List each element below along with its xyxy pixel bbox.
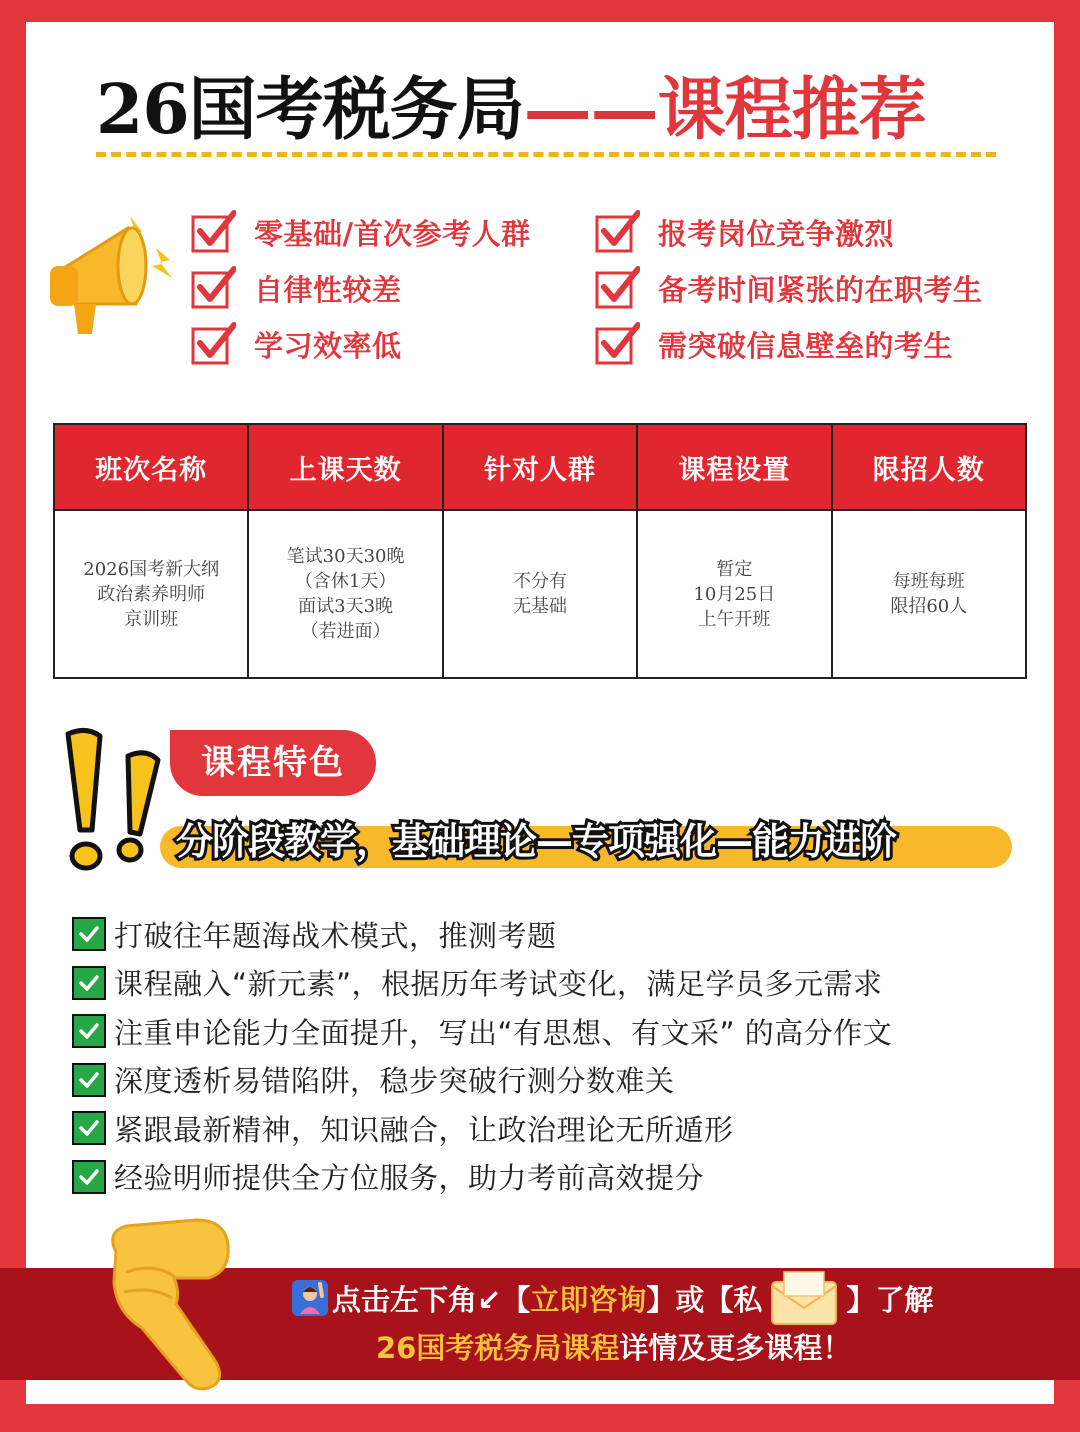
list-item (72, 1153, 1032, 1202)
list-item (72, 959, 1032, 1008)
criterion-text: 需突破信息壁垒的考生 (658, 328, 954, 363)
criterion-item (594, 264, 983, 312)
cell-line: 不分有 (512, 571, 567, 592)
consult-now-link[interactable]: 立即咨询 (530, 1282, 647, 1317)
red-checkbox-icon (190, 209, 236, 255)
table-header-row (54, 424, 1026, 510)
red-checkbox-icon (594, 321, 640, 367)
cell-line: （含休1天） (294, 571, 397, 592)
criterion-text: 报考岗位竞争激烈 (658, 216, 895, 251)
cell-line: 政治素养明师 (97, 583, 206, 605)
feature-text: 经验明师提供全方位服务，助力考前高效提分 (114, 1161, 705, 1196)
title-dash: —— (523, 70, 658, 150)
list-item (72, 910, 1032, 959)
cell-line: 笔试30天30晚 (286, 546, 405, 567)
cell-line: 京训班 (124, 608, 179, 630)
green-check-icon (72, 1014, 106, 1048)
cell-class-name (54, 510, 248, 678)
cell-course-setting (637, 510, 831, 678)
cell-line: 2026国考新大纲 (83, 558, 220, 580)
cell-line: 每班每班 (892, 571, 965, 592)
feature-text: 打破往年题海战术模式，推测考题 (114, 918, 557, 953)
green-check-icon (72, 1063, 106, 1097)
cta-line-2 (376, 1326, 851, 1370)
feature-text: 注重申论能力全面提升，写出“有思想、有文采” 的高分作文 (114, 1015, 893, 1050)
list-item (72, 1056, 1032, 1105)
green-check-icon (72, 1160, 106, 1194)
header-class-name: 班次名称 (54, 424, 248, 510)
green-check-icon (72, 917, 106, 951)
cell-line: （若进面） (300, 621, 391, 642)
criterion-item (594, 320, 953, 368)
page-title (96, 60, 996, 160)
feature-text: 紧跟最新精神，知识融合，让政治理论无所遁形 (114, 1112, 734, 1147)
criterion-text: 学习效率低 (254, 328, 402, 363)
header-course-setting: 课程设置 (637, 424, 831, 510)
table-row (54, 510, 1026, 678)
header-target-group: 针对人群 (443, 424, 637, 510)
cell-line: 无基础 (512, 596, 567, 617)
cta-text-mid: 】或【私 (646, 1282, 763, 1317)
cta-course-name: 26国考税务局课程 (376, 1331, 620, 1365)
envelope-icon[interactable] (768, 1268, 840, 1328)
red-checkbox-icon (190, 321, 236, 367)
title-highlight: 课程推荐 (657, 70, 926, 150)
criterion-item (190, 264, 402, 312)
person-raising-hand-icon (292, 1280, 328, 1316)
pointing-hand-icon (96, 1212, 246, 1402)
cell-enrollment-limit (832, 510, 1026, 678)
cell-line: 暂定 (716, 558, 753, 580)
feature-text: 课程融入“新元素”，根据历年考试变化，满足学员多元需求 (114, 967, 883, 1002)
cta-more-courses: 详情及更多课程！ (619, 1331, 852, 1365)
header-enrollment-limit: 限招人数 (832, 424, 1026, 510)
cell-line: 10月25日 (693, 583, 776, 605)
course-table (53, 423, 1027, 679)
feature-headline: 分阶段教学，基础理论—专项强化—能力进阶 (176, 820, 896, 863)
red-checkbox-icon (594, 265, 640, 311)
cell-line: 上午开班 (698, 608, 771, 630)
criterion-item (594, 208, 894, 256)
green-check-icon (72, 1111, 106, 1145)
feature-pill-label: 课程特色 (170, 730, 376, 796)
title-main: 26国考税务局 (96, 70, 524, 150)
red-checkbox-icon (190, 265, 236, 311)
exclamation-marks-icon (58, 726, 168, 876)
cell-class-days (248, 510, 442, 678)
feature-text: 深度透析易错陷阱，稳步突破行测分数难关 (114, 1064, 675, 1099)
green-check-icon (72, 966, 106, 1000)
header-class-days: 上课天数 (248, 424, 442, 510)
title-underline (96, 152, 996, 157)
cta-line-1 (292, 1275, 933, 1321)
criterion-text: 零基础/首次参考人群 (254, 216, 531, 251)
cta-text-suffix: 】了解 (846, 1282, 934, 1317)
list-item (72, 1007, 1032, 1056)
red-checkbox-icon (594, 209, 640, 255)
list-item (72, 1104, 1032, 1153)
feature-list (72, 910, 1032, 1201)
cell-target-group (443, 510, 637, 678)
cta-text-prefix: 点击左下角↙【 (332, 1282, 531, 1317)
cell-line: 限招60人 (890, 596, 968, 617)
criterion-text: 备考时间紧张的在职考生 (658, 272, 983, 307)
criterion-text: 自律性较差 (254, 272, 402, 307)
megaphone-icon (44, 208, 174, 348)
criterion-item (190, 320, 402, 368)
cell-line: 面试3天3晚 (298, 596, 394, 617)
criterion-item (190, 208, 531, 256)
